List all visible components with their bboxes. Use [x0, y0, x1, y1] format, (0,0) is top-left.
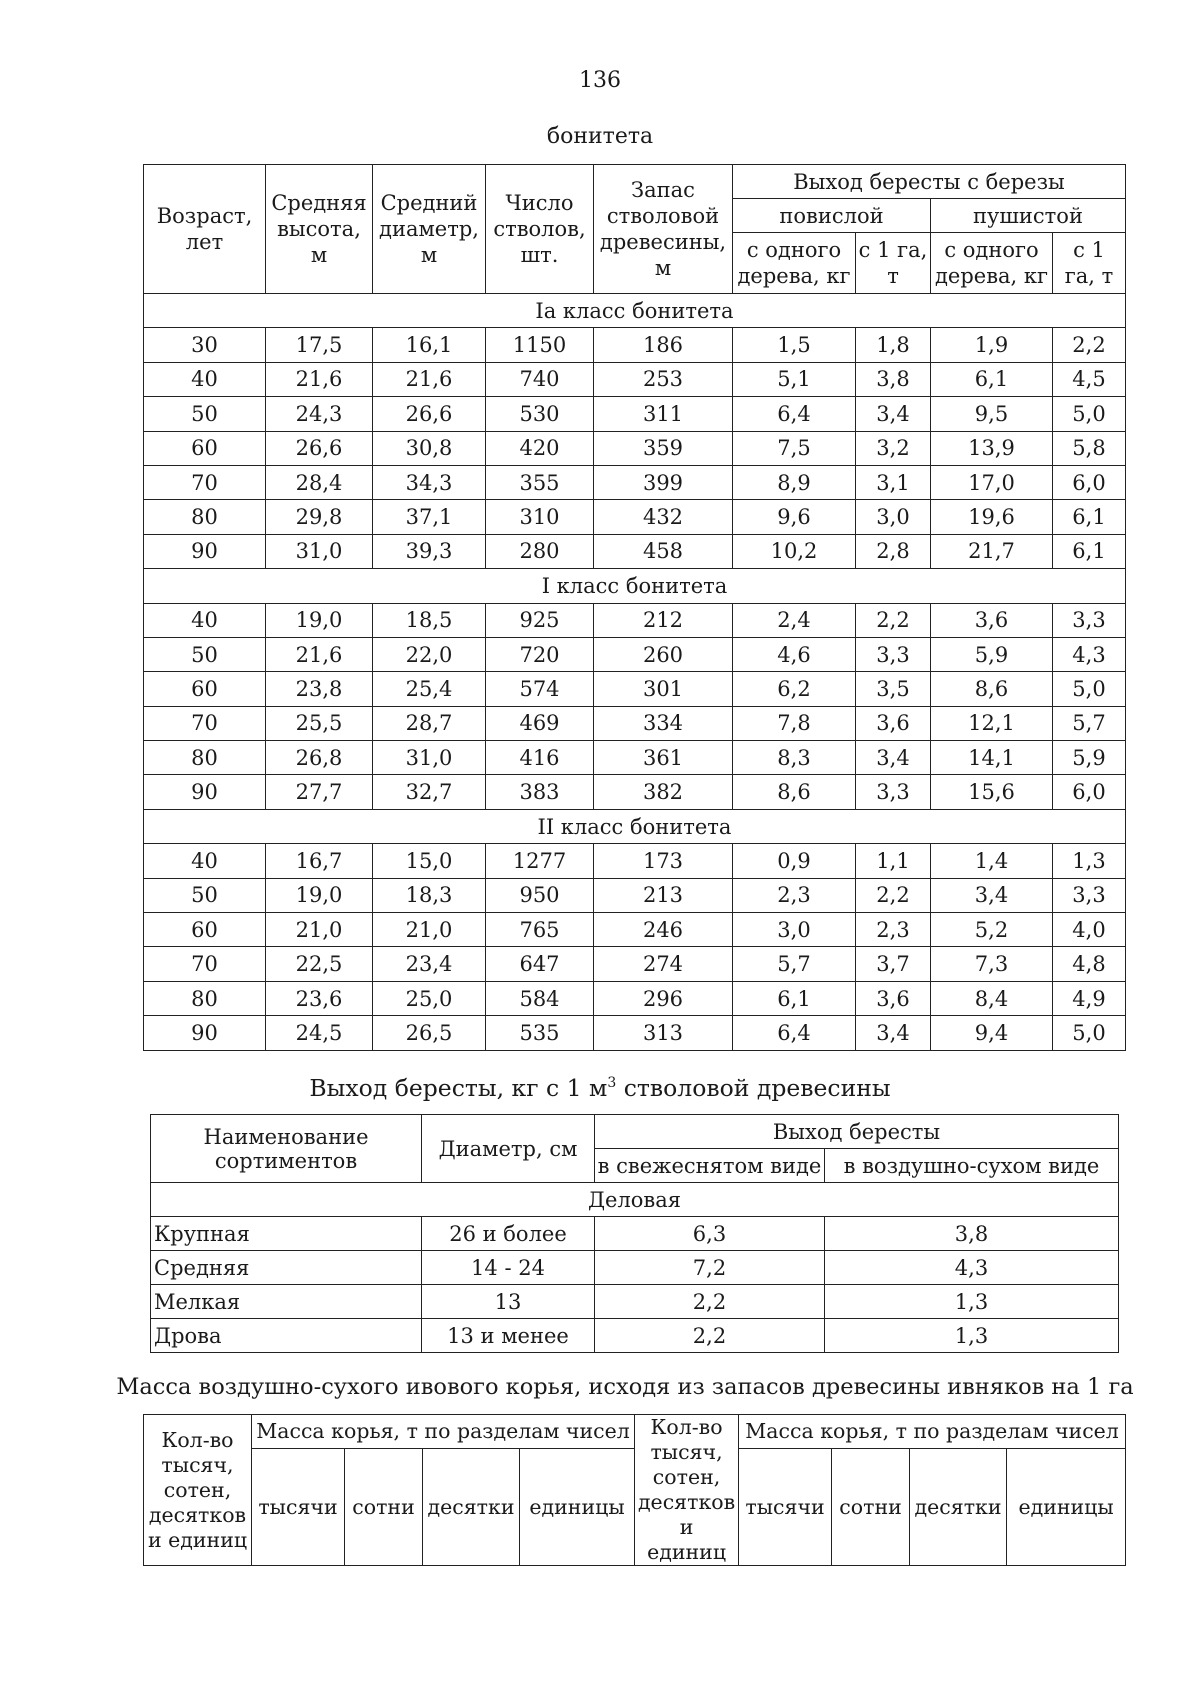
table-cell: 17,0: [931, 465, 1053, 499]
table-cell: 60: [144, 672, 266, 706]
table-cell: 584: [486, 981, 594, 1015]
table-cell: 6,2: [733, 672, 856, 706]
table-cell: 13,9: [931, 431, 1053, 465]
table-cell: 574: [486, 672, 594, 706]
table-cell: 6,0: [1053, 775, 1126, 809]
table-row: [151, 1217, 1119, 1251]
table-cell: 1277: [486, 844, 594, 878]
table-cell: 6,1: [733, 981, 856, 1015]
table-cell: 3,0: [733, 913, 856, 947]
header-stems: Число стволов, шт.: [486, 165, 594, 294]
table-cell: 253: [594, 362, 733, 396]
table-cell: 90: [144, 775, 266, 809]
table-cell: 16,7: [266, 844, 373, 878]
table-cell: 1,8: [856, 328, 931, 362]
table-cell: 535: [486, 1016, 594, 1050]
table-row: [144, 603, 1126, 637]
table-cell: 7,5: [733, 431, 856, 465]
table-cell: 90: [144, 534, 266, 568]
header-units-right: единицы: [1007, 1449, 1126, 1566]
table-cell: 60: [144, 431, 266, 465]
table-cell: 5,0: [1053, 672, 1126, 706]
header-mass-left: Масса корья, т по разделам чисел: [252, 1415, 635, 1449]
table-cell: 13: [422, 1285, 595, 1319]
header-tens-right: десятки: [910, 1449, 1007, 1566]
table-cell: 6,3: [595, 1217, 825, 1251]
table-cell: 6,1: [931, 362, 1053, 396]
table-cell: 29,8: [266, 500, 373, 534]
table-cell: 3,3: [1053, 878, 1126, 912]
assortment-table: [150, 1114, 1119, 1353]
table-cell: 2,2: [1053, 328, 1126, 362]
table-cell: 311: [594, 397, 733, 431]
table-cell: 925: [486, 603, 594, 637]
table-row: [144, 1016, 1126, 1050]
table-cell: 1,5: [733, 328, 856, 362]
table-row: [144, 775, 1126, 809]
table-cell: Средняя: [151, 1251, 422, 1285]
table-row: [151, 1251, 1119, 1285]
table-cell: 6,4: [733, 1016, 856, 1050]
header-height: Средняя высота, м: [266, 165, 373, 294]
table-cell: 9,4: [931, 1016, 1053, 1050]
table-cell: 34,3: [373, 465, 486, 499]
table-cell: 2,2: [595, 1285, 825, 1319]
table-cell: 213: [594, 878, 733, 912]
table-cell: 26 и более: [422, 1217, 595, 1251]
table-cell: 5,1: [733, 362, 856, 396]
table-cell: 7,2: [595, 1251, 825, 1285]
table-cell: 3,3: [1053, 603, 1126, 637]
header-hundreds-right: сотни: [832, 1449, 910, 1566]
table-cell: 5,0: [1053, 397, 1126, 431]
table-cell: 15,0: [373, 844, 486, 878]
table-row: [144, 706, 1126, 740]
table-cell: 469: [486, 706, 594, 740]
table-cell: 3,1: [856, 465, 931, 499]
table-cell: 313: [594, 1016, 733, 1050]
table-cell: 2,3: [856, 913, 931, 947]
table-cell: 70: [144, 706, 266, 740]
table-cell: 530: [486, 397, 594, 431]
table-cell: 740: [486, 362, 594, 396]
table-cell: 32,7: [373, 775, 486, 809]
table-cell: 21,6: [266, 362, 373, 396]
section-title: Деловая: [151, 1183, 1119, 1217]
table-cell: 3,8: [856, 362, 931, 396]
table-row: [144, 534, 1126, 568]
table-cell: 3,4: [856, 397, 931, 431]
table-cell: 50: [144, 397, 266, 431]
table-row: [144, 741, 1126, 775]
table-cell: 1,3: [825, 1319, 1119, 1353]
table-cell: 21,7: [931, 534, 1053, 568]
table-row: [144, 878, 1126, 912]
table-cell: 3,5: [856, 672, 931, 706]
table-cell: 80: [144, 500, 266, 534]
table-cell: 2,2: [856, 603, 931, 637]
table-cell: 3,4: [856, 1016, 931, 1050]
header-pubescens-per-tree: с одного дерева, кг: [931, 233, 1053, 294]
table-cell: 280: [486, 534, 594, 568]
table-cell: 2,8: [856, 534, 931, 568]
table-row: [144, 362, 1126, 396]
table-cell: 458: [594, 534, 733, 568]
table-cell: Мелкая: [151, 1285, 422, 1319]
table-cell: 18,5: [373, 603, 486, 637]
table-cell: 260: [594, 637, 733, 671]
table-cell: 274: [594, 947, 733, 981]
table-cell: 432: [594, 500, 733, 534]
table-cell: 26,6: [266, 431, 373, 465]
header-pendula-per-tree: с одного дерева, кг: [733, 233, 856, 294]
table-cell: 5,8: [1053, 431, 1126, 465]
table-cell: 1,3: [1053, 844, 1126, 878]
table-cell: 10,2: [733, 534, 856, 568]
table-cell: 3,6: [931, 603, 1053, 637]
table-cell: 50: [144, 878, 266, 912]
table-cell: 9,5: [931, 397, 1053, 431]
table-cell: 26,6: [373, 397, 486, 431]
table-cell: 0,9: [733, 844, 856, 878]
table-cell: 6,1: [1053, 500, 1126, 534]
willow-table-title: Масса воздушно-сухого ивового корья, исходя из запасов древесины ивняков на 1 га: [116, 1374, 1134, 1400]
table-cell: 3,2: [856, 431, 931, 465]
table-cell: 3,6: [856, 981, 931, 1015]
header-mass-right: Масса корья, т по разделам чисел: [739, 1415, 1126, 1449]
table-cell: 5,7: [1053, 706, 1126, 740]
table-cell: 21,6: [266, 637, 373, 671]
header-yield-group: Выход бересты с березы: [733, 165, 1126, 199]
header-thousands-right: тысячи: [739, 1449, 832, 1566]
table-cell: 28,7: [373, 706, 486, 740]
table-cell: 23,6: [266, 981, 373, 1015]
header-tens-left: десятки: [423, 1449, 520, 1566]
section-title: I класс бонитета: [144, 569, 1126, 603]
willow-bark-table: [143, 1414, 1126, 1566]
section-title: Iа класс бонитета: [144, 294, 1126, 328]
table-cell: 5,2: [931, 913, 1053, 947]
table-row: [144, 913, 1126, 947]
table-row: [144, 465, 1126, 499]
table-cell: 19,6: [931, 500, 1053, 534]
table-cell: 301: [594, 672, 733, 706]
header-pendula: повислой: [733, 199, 931, 233]
header-thousands-left: тысячи: [252, 1449, 345, 1566]
table-cell: 8,6: [931, 672, 1053, 706]
table-cell: 23,4: [373, 947, 486, 981]
table-cell: 21,0: [373, 913, 486, 947]
table-cell: 647: [486, 947, 594, 981]
table-row: [144, 672, 1126, 706]
header-assortment-diameter: Диаметр, см: [422, 1115, 595, 1183]
table-cell: 15,6: [931, 775, 1053, 809]
table-row: [144, 637, 1126, 671]
table-cell: 28,4: [266, 465, 373, 499]
table-cell: 2,2: [856, 878, 931, 912]
header-diameter: Средний диаметр, м: [373, 165, 486, 294]
table-cell: 3,4: [931, 878, 1053, 912]
table-cell: 30,8: [373, 431, 486, 465]
table-row: [144, 431, 1126, 465]
header-hundreds-left: сотни: [345, 1449, 423, 1566]
table-cell: 9,6: [733, 500, 856, 534]
table-cell: 6,1: [1053, 534, 1126, 568]
table-cell: 31,0: [373, 741, 486, 775]
table-cell: 14,1: [931, 741, 1053, 775]
header-count-left: Кол-во тысяч, сотен, десятков и единиц: [144, 1415, 252, 1566]
table-cell: 25,4: [373, 672, 486, 706]
table-cell: 40: [144, 362, 266, 396]
table-cell: 17,5: [266, 328, 373, 362]
table-row: [144, 981, 1126, 1015]
table-cell: 246: [594, 913, 733, 947]
table-cell: 1,4: [931, 844, 1053, 878]
table-cell: Дрова: [151, 1319, 422, 1353]
table-cell: 80: [144, 741, 266, 775]
table-cell: 25,0: [373, 981, 486, 1015]
header-count-right: Кол-во тысяч, сотен, десятков и единиц: [635, 1415, 739, 1566]
table-cell: 355: [486, 465, 594, 499]
table-cell: 60: [144, 913, 266, 947]
table-cell: 1,3: [825, 1285, 1119, 1319]
table-cell: 19,0: [266, 878, 373, 912]
table-cell: 296: [594, 981, 733, 1015]
table-cell: 26,8: [266, 741, 373, 775]
table-cell: 6,0: [1053, 465, 1126, 499]
table-cell: 18,3: [373, 878, 486, 912]
table-cell: 1,1: [856, 844, 931, 878]
table-row: [144, 500, 1126, 534]
table-cell: 3,0: [856, 500, 931, 534]
table-cell: 420: [486, 431, 594, 465]
table-cell: 4,8: [1053, 947, 1126, 981]
header-stock: Запас стволовой древесины, м: [594, 165, 733, 294]
table-cell: 3,8: [825, 1217, 1119, 1251]
table-cell: 21,0: [266, 913, 373, 947]
table-cell: 31,0: [266, 534, 373, 568]
table-cell: 7,3: [931, 947, 1053, 981]
table-cell: 21,6: [373, 362, 486, 396]
table-cell: 5,9: [1053, 741, 1126, 775]
table-cell: 26,5: [373, 1016, 486, 1050]
table-cell: 4,0: [1053, 913, 1126, 947]
table-cell: 5,0: [1053, 1016, 1126, 1050]
table-row: [144, 947, 1126, 981]
table-cell: 12,1: [931, 706, 1053, 740]
table-cell: 19,0: [266, 603, 373, 637]
table-cell: 382: [594, 775, 733, 809]
table-cell: 40: [144, 844, 266, 878]
table-cell: 8,9: [733, 465, 856, 499]
table-cell: 334: [594, 706, 733, 740]
assortment-table-title: Выход бересты, кг с 1 $м^3$ стволовой древесины: [309, 1074, 891, 1102]
continued-title-fragment: бонитета: [546, 124, 654, 149]
table-cell: 8,3: [733, 741, 856, 775]
table-cell: 16,1: [373, 328, 486, 362]
table-cell: 3,3: [856, 637, 931, 671]
table-cell: 50: [144, 637, 266, 671]
table-cell: 3,7: [856, 947, 931, 981]
table-row: [144, 844, 1126, 878]
table-cell: 24,3: [266, 397, 373, 431]
table-row: [151, 1285, 1119, 1319]
page-number: 136: [579, 68, 621, 93]
table-cell: 2,2: [595, 1319, 825, 1353]
table-cell: 4,5: [1053, 362, 1126, 396]
header-fresh: в свежеснятом виде: [595, 1149, 825, 1183]
table-cell: 4,6: [733, 637, 856, 671]
table-cell: 3,4: [856, 741, 931, 775]
table-cell: 4,3: [825, 1251, 1119, 1285]
header-bark-yield: Выход бересты: [595, 1115, 1119, 1149]
header-age: Возраст, лет: [144, 165, 266, 294]
table-cell: 950: [486, 878, 594, 912]
table-cell: 70: [144, 947, 266, 981]
table-cell: 37,1: [373, 500, 486, 534]
header-pendula-per-ha: с 1 га, т: [856, 233, 931, 294]
table-cell: 765: [486, 913, 594, 947]
table-cell: 7,8: [733, 706, 856, 740]
table-cell: 5,7: [733, 947, 856, 981]
table-cell: 3,3: [856, 775, 931, 809]
table-cell: 24,5: [266, 1016, 373, 1050]
table-cell: 25,5: [266, 706, 373, 740]
table-cell: 22,5: [266, 947, 373, 981]
table-cell: 4,9: [1053, 981, 1126, 1015]
table-cell: 70: [144, 465, 266, 499]
table-cell: 361: [594, 741, 733, 775]
table-cell: 1,9: [931, 328, 1053, 362]
table-cell: 13 и менее: [422, 1319, 595, 1353]
table-cell: Крупная: [151, 1217, 422, 1251]
table-row: [144, 328, 1126, 362]
header-assortment-name: Наименование сортиментов: [151, 1115, 422, 1183]
table-cell: 1150: [486, 328, 594, 362]
table-cell: 310: [486, 500, 594, 534]
table-cell: 359: [594, 431, 733, 465]
header-air-dry: в воздушно-сухом виде: [825, 1149, 1119, 1183]
table-cell: 720: [486, 637, 594, 671]
table-cell: 23,8: [266, 672, 373, 706]
table-cell: 2,3: [733, 878, 856, 912]
table-cell: 39,3: [373, 534, 486, 568]
header-units-left: единицы: [520, 1449, 635, 1566]
table-cell: 383: [486, 775, 594, 809]
birch-bark-yield-table: [143, 164, 1126, 1051]
table-cell: 14 - 24: [422, 1251, 595, 1285]
table-cell: 2,4: [733, 603, 856, 637]
section-title: II класс бонитета: [144, 809, 1126, 843]
table-row: [151, 1319, 1119, 1353]
table-cell: 22,0: [373, 637, 486, 671]
table-cell: 6,4: [733, 397, 856, 431]
table-row: [144, 397, 1126, 431]
table-cell: 416: [486, 741, 594, 775]
table-cell: 80: [144, 981, 266, 1015]
header-pubescens-per-ha: с 1 га, т: [1053, 233, 1126, 294]
table-cell: 399: [594, 465, 733, 499]
table-cell: 27,7: [266, 775, 373, 809]
table-cell: 186: [594, 328, 733, 362]
header-pubescens: пушистой: [931, 199, 1126, 233]
table-cell: 30: [144, 328, 266, 362]
table-cell: 4,3: [1053, 637, 1126, 671]
table-cell: 5,9: [931, 637, 1053, 671]
table-cell: 8,4: [931, 981, 1053, 1015]
table-cell: 173: [594, 844, 733, 878]
table-cell: 212: [594, 603, 733, 637]
table-cell: 90: [144, 1016, 266, 1050]
table-cell: 8,6: [733, 775, 856, 809]
table-cell: 40: [144, 603, 266, 637]
table-cell: 3,6: [856, 706, 931, 740]
